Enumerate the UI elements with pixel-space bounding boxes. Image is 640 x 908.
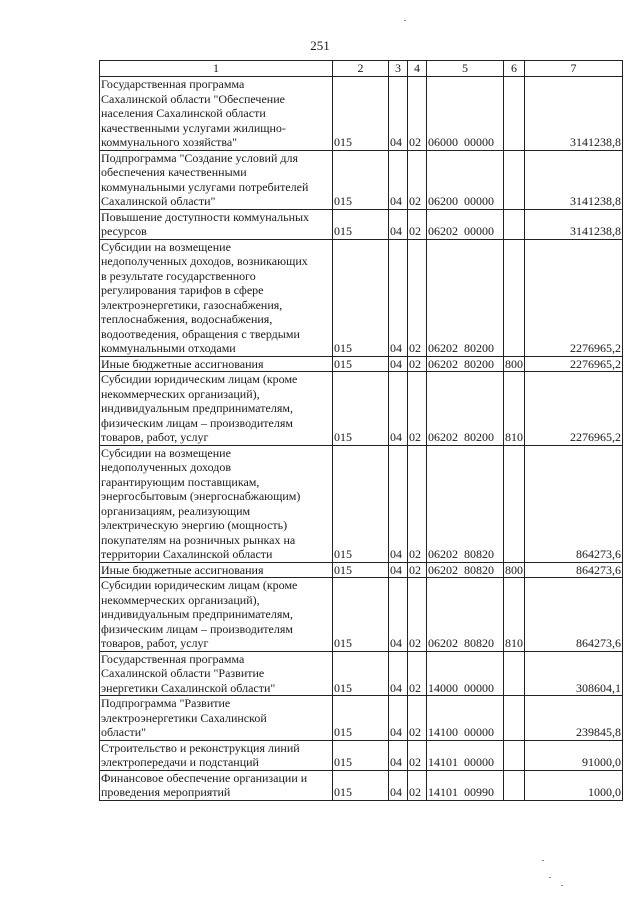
row-col6-cell xyxy=(504,770,525,800)
row-col5-cell: 14100 00000 xyxy=(427,696,504,741)
row-col2-cell: 015 xyxy=(333,209,389,239)
table-row xyxy=(100,209,623,239)
row-amount-cell: 1000,0 xyxy=(525,770,623,800)
row-name-cell: Субсидии на возмещение недополученных доходов, возникающих в результате государственного регулирования тарифов в сфере электроэнергетики, газоснабжения, теплоснабжения, водоснабжения, водоотведения, обращения с твердыми коммунальными отходами xyxy=(100,239,333,356)
row-col2-cell: 015 xyxy=(333,578,389,652)
row-col5-cell: 06202 80200 xyxy=(427,372,504,446)
row-amount-cell: 864273,6 xyxy=(525,578,623,652)
table-row xyxy=(100,239,623,356)
row-name-cell: Повышение доступности коммунальных ресурсов xyxy=(100,209,333,239)
row-col6-cell: 800 xyxy=(505,356,523,371)
row-name-cell: Финансовое обеспечение организации и проведения мероприятий xyxy=(100,770,333,800)
row-col4-cell: 02 xyxy=(408,209,427,239)
row-col6-cell xyxy=(504,445,525,562)
row-name-cell: Государственная программа Сахалинской области "Развитие энергетики Сахалинской области" xyxy=(100,651,333,696)
row-col3-cell: 04 xyxy=(389,77,408,151)
row-col2-cell: 015 xyxy=(333,445,389,562)
row-col3-cell: 04 xyxy=(389,356,408,372)
row-name-cell: Субсидии юридическим лицам (кроме некоммерческих организаций), индивидуальным предпринимателям, физическим лицам – производителям товаров, работ, услуг xyxy=(100,578,333,652)
row-name-cell: Иные бюджетные ассигнования xyxy=(100,356,333,372)
table-row xyxy=(100,770,623,800)
row-col4-cell: 02 xyxy=(408,696,427,741)
row-col3-cell: 04 xyxy=(389,770,408,800)
row-col5-cell: 06202 00000 xyxy=(427,209,504,239)
table-row xyxy=(100,562,623,578)
row-amount-cell: 3141238,8 xyxy=(525,77,623,151)
row-col6-cell xyxy=(504,77,525,151)
row-col6-cell xyxy=(504,696,525,741)
table-row xyxy=(100,578,623,652)
row-amount-cell: 2276965,2 xyxy=(525,356,623,372)
row-col5-cell: 06202 80820 xyxy=(427,578,504,652)
row-amount-cell: 3141238,8 xyxy=(525,209,623,239)
row-col3-cell: 04 xyxy=(389,562,408,578)
row-col4-cell: 02 xyxy=(408,740,427,770)
header-col-2: 2 xyxy=(333,61,389,77)
row-col4-cell: 02 xyxy=(408,372,427,446)
row-col3-cell: 04 xyxy=(389,372,408,446)
row-col3-cell: 04 xyxy=(389,209,408,239)
row-col5-cell: 06202 80820 xyxy=(427,562,504,578)
row-col2-cell: 015 xyxy=(333,356,389,372)
table-row xyxy=(100,372,623,446)
row-col5-cell: 06200 00000 xyxy=(427,150,504,209)
row-col6-cell: 810 xyxy=(504,578,525,652)
table-row xyxy=(100,651,623,696)
table-row xyxy=(100,356,623,372)
row-col5-cell: 14101 00990 xyxy=(427,770,504,800)
row-col2-cell: 015 xyxy=(333,696,389,741)
row-col6-cell xyxy=(504,239,525,356)
row-col4-cell: 02 xyxy=(408,770,427,800)
row-col5-cell: 06000 00000 xyxy=(427,77,504,151)
row-col3-cell: 04 xyxy=(389,578,408,652)
row-col5-cell: 06202 80820 xyxy=(427,445,504,562)
row-amount-cell: 3141238,8 xyxy=(525,150,623,209)
row-amount-cell: 2276965,2 xyxy=(525,372,623,446)
scan-speck xyxy=(561,885,563,886)
row-name-cell: Подпрограмма "Развитие электроэнергетики Сахалинской области" xyxy=(100,696,333,741)
row-col4-cell: 02 xyxy=(408,562,427,578)
scan-speck xyxy=(404,20,406,21)
row-col4-cell: 02 xyxy=(408,150,427,209)
table-row xyxy=(100,740,623,770)
budget-table xyxy=(99,60,623,801)
page-number: 251 xyxy=(310,38,330,53)
row-col4-cell: 02 xyxy=(408,356,427,372)
row-col5-cell: 06202 80200 xyxy=(427,356,504,372)
row-col5-cell: 14000 00000 xyxy=(427,651,504,696)
row-col3-cell: 04 xyxy=(389,651,408,696)
row-col2-cell: 015 xyxy=(333,770,389,800)
scan-speck xyxy=(549,877,551,878)
row-col2-cell: 015 xyxy=(333,740,389,770)
row-col3-cell: 04 xyxy=(389,150,408,209)
row-name-cell: Строительство и реконструкция линий электропередачи и подстанций xyxy=(100,740,333,770)
header-col-1: 1 xyxy=(100,61,333,77)
table-row xyxy=(100,77,623,151)
header-col-4: 4 xyxy=(408,61,427,77)
row-amount-cell: 91000,0 xyxy=(525,740,623,770)
row-amount-cell: 864273,6 xyxy=(525,562,623,578)
row-col3-cell: 04 xyxy=(389,740,408,770)
row-name-cell: Государственная программа Сахалинской области "Обеспечение населения Сахалинской области качественными услугами жилищно- коммунального хозяйства" xyxy=(100,77,333,151)
row-col4-cell: 02 xyxy=(408,578,427,652)
row-col3-cell: 04 xyxy=(389,696,408,741)
table-row xyxy=(100,150,623,209)
header-col-6: 6 xyxy=(504,61,525,77)
row-col2-cell: 015 xyxy=(333,651,389,696)
row-amount-cell: 308604,1 xyxy=(525,651,623,696)
row-amount-cell: 239845,8 xyxy=(525,696,623,741)
row-name-cell: Субсидии юридическим лицам (кроме некоммерческих организаций), индивидуальным предпринимателям, физическим лицам – производителям товаров, работ, услуг xyxy=(100,372,333,446)
row-name-cell: Иные бюджетные ассигнования xyxy=(100,562,333,578)
table-body xyxy=(100,77,623,801)
row-col5-cell: 06202 80200 xyxy=(427,239,504,356)
header-row xyxy=(100,61,623,77)
row-col2-cell: 015 xyxy=(333,562,389,578)
row-amount-cell: 864273,6 xyxy=(525,445,623,562)
row-col4-cell: 02 xyxy=(408,239,427,356)
scan-speck xyxy=(542,860,544,861)
row-col6-cell: 800 xyxy=(505,562,523,577)
row-col4-cell: 02 xyxy=(408,651,427,696)
row-amount-cell: 2276965,2 xyxy=(525,239,623,356)
header-col-7: 7 xyxy=(525,61,623,77)
row-col6-cell xyxy=(504,740,525,770)
row-col6-cell xyxy=(504,150,525,209)
row-col2-cell: 015 xyxy=(333,372,389,446)
table-row xyxy=(100,696,623,741)
row-col4-cell: 02 xyxy=(408,445,427,562)
row-col3-cell: 04 xyxy=(389,239,408,356)
row-col2-cell: 015 xyxy=(333,77,389,151)
row-col6-cell xyxy=(504,651,525,696)
header-col-3: 3 xyxy=(389,61,408,77)
header-col-5: 5 xyxy=(427,61,504,77)
table-row xyxy=(100,445,623,562)
row-col6-cell xyxy=(504,209,525,239)
row-col5-cell: 14101 00000 xyxy=(427,740,504,770)
row-col4-cell: 02 xyxy=(408,77,427,151)
row-name-cell: Подпрограмма "Создание условий для обеспечения качественными коммунальными услугами потребителей Сахалинской области" xyxy=(100,150,333,209)
row-col2-cell: 015 xyxy=(333,150,389,209)
row-name-cell: Субсидии на возмещение недополученных доходов гарантирующим поставщикам, энергосбытовым (энергоснабжающим) организациям, реализующим электрическую энергию (мощность) покупателям на розничных рынках на территории Сахалинской области xyxy=(100,445,333,562)
row-col3-cell: 04 xyxy=(389,445,408,562)
table-header xyxy=(100,61,623,77)
row-col2-cell: 015 xyxy=(333,239,389,356)
row-col6-cell: 810 xyxy=(504,372,525,446)
